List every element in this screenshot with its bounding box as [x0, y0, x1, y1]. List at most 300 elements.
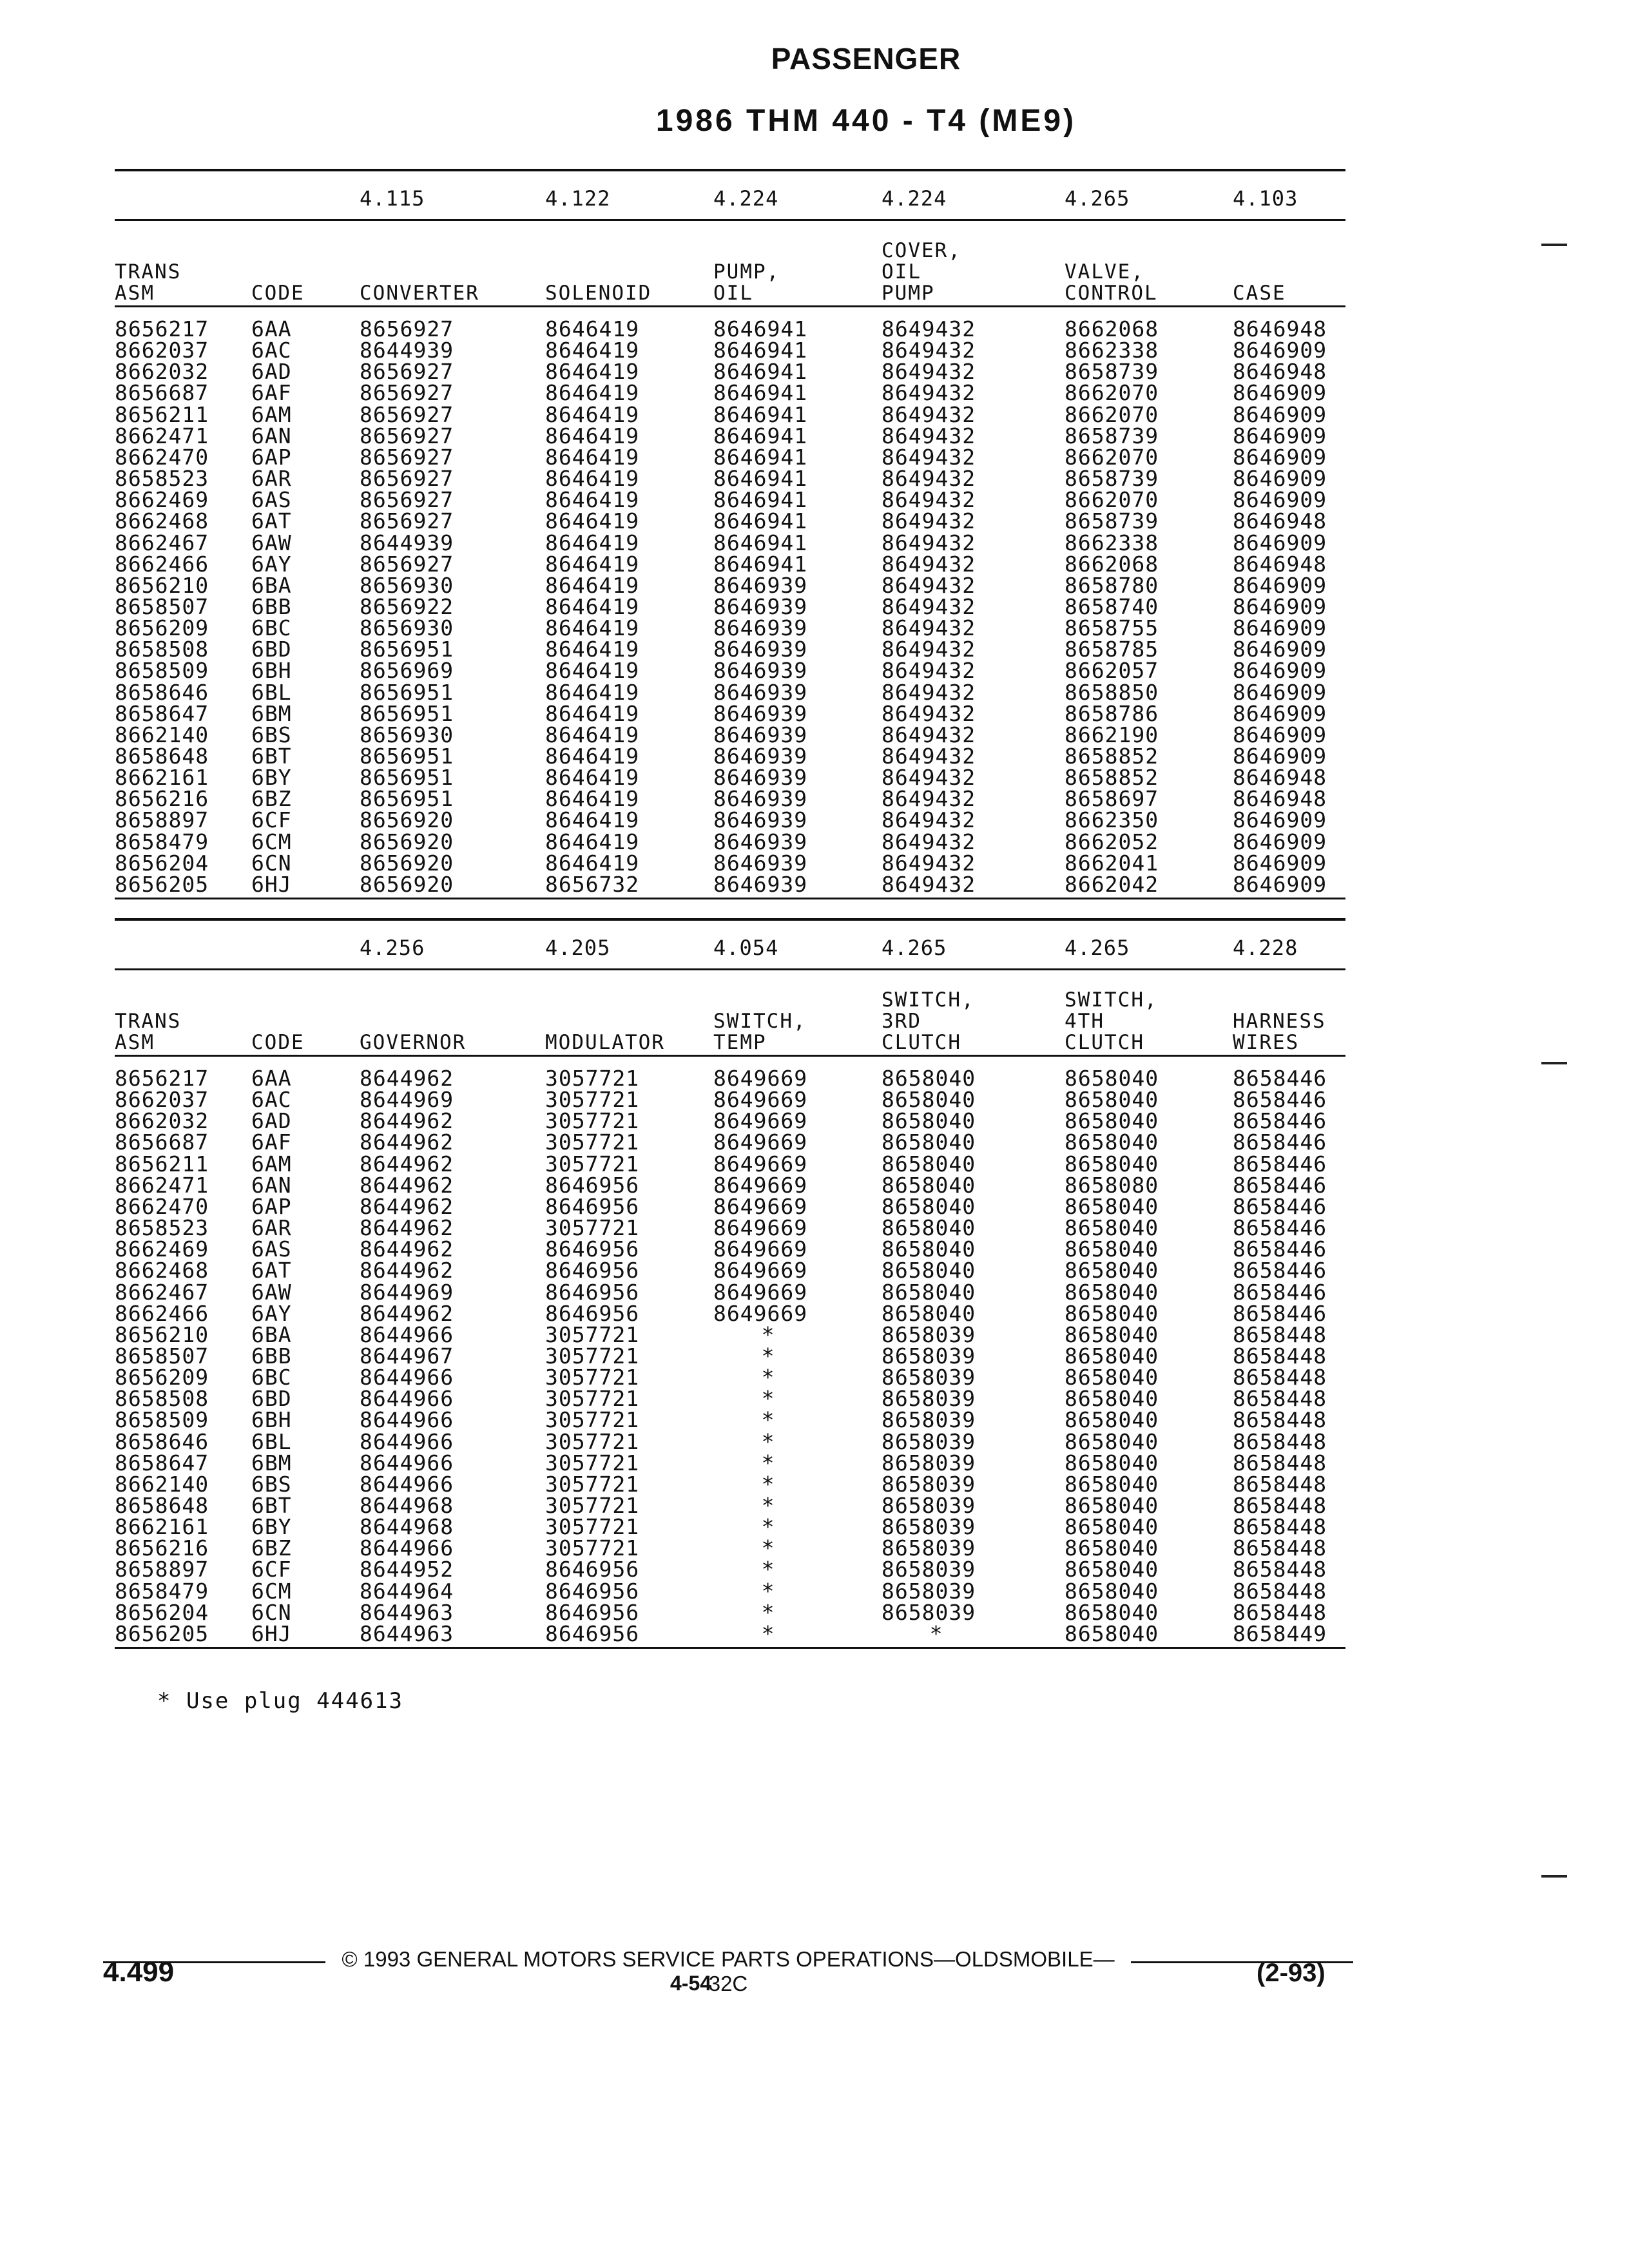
table-cell: 8658508 — [115, 1386, 209, 1412]
table-cell: 8646939 — [713, 679, 808, 705]
table-cell: 8658448 — [1233, 1493, 1327, 1518]
table-cell: 8656927 — [360, 401, 454, 427]
table-cell: 8658039 — [882, 1557, 976, 1582]
table-cell: * — [761, 1557, 775, 1582]
table-cell: 8658786 — [1065, 700, 1159, 726]
table-cell: 8646941 — [713, 423, 808, 448]
table-cell: 8656204 — [115, 1599, 209, 1625]
table-cell: 8649432 — [882, 593, 976, 619]
table-cell: 8649432 — [882, 508, 976, 534]
table-cell: 8658448 — [1233, 1428, 1327, 1454]
table-cell: 8658448 — [1233, 1471, 1327, 1497]
table-cell: 8658523 — [115, 466, 209, 492]
table-cell: 8646419 — [545, 679, 640, 705]
table-cell: 8662471 — [115, 423, 209, 448]
table-cell: 8649432 — [882, 637, 976, 662]
table-cell: 8658040 — [882, 1087, 976, 1113]
table-cell: 6BM — [251, 700, 292, 726]
section-number: 4.224 — [713, 186, 779, 211]
table-cell: 8644966 — [360, 1365, 454, 1390]
table-cell: 8646941 — [713, 466, 808, 492]
table-cell: 8656920 — [360, 807, 454, 833]
table-cell: 8658040 — [1065, 1450, 1159, 1475]
table-row — [115, 724, 1345, 745]
section-number: 4.256 — [360, 936, 425, 960]
section-number: 4.205 — [545, 936, 611, 960]
table-cell: 6AW — [251, 530, 292, 555]
table-cell: 8658040 — [1065, 1087, 1159, 1113]
table-cell: 8656205 — [115, 1620, 209, 1646]
table-cell: 8646419 — [545, 700, 640, 726]
table-cell: 3057721 — [545, 1514, 640, 1540]
table-row — [115, 532, 1345, 553]
table-top-rule — [115, 169, 1345, 171]
table-cell: 8662338 — [1065, 338, 1159, 363]
table-cell: 8646419 — [545, 829, 640, 854]
table-cell: 8649432 — [882, 807, 976, 833]
table-row — [115, 1407, 1345, 1433]
table-cell: 8658040 — [1065, 1620, 1159, 1646]
table-cell: 8649432 — [882, 850, 976, 876]
table-cell: 8646419 — [545, 850, 640, 876]
table-cell: 8644962 — [360, 1129, 454, 1155]
table-cell: 6AN — [251, 423, 292, 448]
table-cell: 8646909 — [1233, 807, 1327, 833]
table-cell: 8658647 — [115, 1450, 209, 1475]
table-cell: 8658446 — [1233, 1108, 1327, 1134]
table-cell: 8649432 — [882, 401, 976, 427]
table-cell: * — [761, 1599, 775, 1625]
table-cell: 8644969 — [360, 1279, 454, 1305]
table-cell: 8662338 — [1065, 530, 1159, 555]
table-cell: 8658040 — [1065, 1599, 1159, 1625]
table-cell: 3057721 — [545, 1450, 640, 1475]
table-cell: 8658448 — [1233, 1535, 1327, 1561]
section-number: 4.224 — [882, 186, 947, 211]
table-cell: 8646419 — [545, 658, 640, 684]
table-cell: 8649669 — [713, 1193, 808, 1219]
table-cell: 6BB — [251, 1343, 292, 1369]
table-cell: 8662468 — [115, 508, 209, 534]
table-cell: 8662161 — [115, 1514, 209, 1540]
table-cell: 6AD — [251, 359, 292, 385]
table-cell: * — [761, 1428, 775, 1454]
table-cell: 8646909 — [1233, 572, 1327, 598]
table-cell: 8656951 — [360, 765, 454, 791]
table-cell: 8644962 — [360, 1066, 454, 1091]
table-cell: 8658040 — [1065, 1066, 1159, 1091]
table-cell: 8658739 — [1065, 359, 1159, 385]
table-cell: 3057721 — [545, 1535, 640, 1561]
table-cell: 8662469 — [115, 487, 209, 513]
table-cell: 8646956 — [545, 1258, 640, 1283]
table-cell: 8646939 — [713, 637, 808, 662]
table-cell: 8644968 — [360, 1493, 454, 1518]
table-cell: 8662467 — [115, 1279, 209, 1305]
table-cell: 8658040 — [1065, 1129, 1159, 1155]
table-bottom-rule — [115, 898, 1345, 899]
table-cell: 8646909 — [1233, 487, 1327, 513]
table-cell: 8646939 — [713, 700, 808, 726]
table-cell: 8646956 — [545, 1236, 640, 1262]
table-row — [115, 1260, 1345, 1281]
table-cell: 8646941 — [713, 359, 808, 385]
table-cell: 6BD — [251, 637, 292, 662]
table-cell: 8644962 — [360, 1172, 454, 1198]
table-cell: 8646419 — [545, 551, 640, 577]
table-cell: 8644952 — [360, 1557, 454, 1582]
table-cell: 8658523 — [115, 1215, 209, 1241]
table-cell: 3057721 — [545, 1108, 640, 1134]
table-cell: 8662469 — [115, 1236, 209, 1262]
table-cell: 8658850 — [1065, 679, 1159, 705]
table-cell: 8656927 — [360, 423, 454, 448]
table-cell: 8656930 — [360, 615, 454, 641]
table-cell: 8658479 — [115, 829, 209, 854]
table-cell: 6AP — [251, 1193, 292, 1219]
table-cell: 8649432 — [882, 722, 976, 747]
table-cell: 8646419 — [545, 359, 640, 385]
table-cell: 8646941 — [713, 508, 808, 534]
table-row — [115, 1367, 1345, 1388]
table-cell: 8644962 — [360, 1108, 454, 1134]
table-cell: 3057721 — [545, 1129, 640, 1155]
table-row — [115, 1153, 1345, 1175]
table-cell: 8649432 — [882, 466, 976, 492]
table-cell: 8658446 — [1233, 1193, 1327, 1219]
table-row — [115, 1172, 1345, 1198]
table-cell: 8662467 — [115, 530, 209, 555]
table-row — [115, 1300, 1345, 1326]
table-cell: 8658040 — [1065, 1193, 1159, 1219]
table-cell: 8658446 — [1233, 1258, 1327, 1283]
table-cell: 8658647 — [115, 700, 209, 726]
table-cell: 8656927 — [360, 487, 454, 513]
table-cell: 8658697 — [1065, 786, 1159, 812]
table-cell: 8658040 — [882, 1151, 976, 1177]
section-number: 4.122 — [545, 186, 611, 211]
table-cell: 8658040 — [882, 1066, 976, 1091]
table-row — [115, 1108, 1345, 1134]
table-cell: 8658479 — [115, 1578, 209, 1604]
column-header: GOVERNOR — [360, 1031, 467, 1054]
table-cell: 8644939 — [360, 338, 454, 363]
table-cell: 8649432 — [882, 871, 976, 897]
table-cell: 8646956 — [545, 1193, 640, 1219]
table-cell: 8662052 — [1065, 829, 1159, 854]
footer-date-code: (2-93) — [1257, 1959, 1325, 1987]
table-cell: 8658448 — [1233, 1343, 1327, 1369]
table-row — [115, 1193, 1345, 1219]
table-cell: 8656210 — [115, 572, 209, 598]
table-cell: 6AT — [251, 508, 292, 534]
table-row — [115, 1620, 1345, 1646]
column-header: CODE — [251, 1031, 305, 1054]
table-cell: 8649432 — [882, 316, 976, 341]
table-cell: 8658040 — [1065, 1428, 1159, 1454]
table-cell: 8656216 — [115, 1535, 209, 1561]
table-cell: 8646939 — [713, 850, 808, 876]
table-cell: 8649669 — [713, 1108, 808, 1134]
table-cell: 8646941 — [713, 444, 808, 470]
table-cell: 8646939 — [713, 807, 808, 833]
table-cell: 8658039 — [882, 1599, 976, 1625]
table-cell: 8644969 — [360, 1087, 454, 1113]
table-cell: 8658040 — [1065, 1578, 1159, 1604]
column-header: SWITCH, 3RD CLUTCH — [882, 988, 975, 1054]
table-row — [115, 1599, 1345, 1625]
table-cell: 8658852 — [1065, 744, 1159, 769]
section-number: 4.265 — [882, 936, 947, 960]
table-cell: 8658739 — [1065, 508, 1159, 534]
footer-copyright: © 1993 GENERAL MOTORS SERVICE PARTS OPERATIONS—OLDSMOBILE—32C — [342, 1947, 1115, 1995]
table-row — [115, 401, 1345, 427]
table-cell: 8658040 — [1065, 1279, 1159, 1305]
table-cell: 8644962 — [360, 1258, 454, 1283]
table-cell: 6BZ — [251, 1535, 292, 1561]
table-cell: 8646939 — [713, 593, 808, 619]
table-cell: 8646941 — [713, 551, 808, 577]
table-cell: 8662468 — [115, 1258, 209, 1283]
table-cell: * — [761, 1407, 775, 1433]
table-cell: 8656969 — [360, 658, 454, 684]
table-cell: 6AC — [251, 338, 292, 363]
table-cell: * — [761, 1321, 775, 1347]
table-cell: 8656211 — [115, 401, 209, 427]
section-number-row — [115, 937, 1345, 961]
table-cell: 8646956 — [545, 1578, 640, 1604]
table-cell: 8646948 — [1233, 508, 1327, 534]
table-cell: 8644966 — [360, 1428, 454, 1454]
table-cell: 8646909 — [1233, 466, 1327, 492]
table-cell: 8662032 — [115, 1108, 209, 1134]
table-cell: 8646956 — [545, 1279, 640, 1305]
table-cell: 8656687 — [115, 1129, 209, 1155]
table-cell: 8646909 — [1233, 871, 1327, 897]
table-cell: 8646941 — [713, 338, 808, 363]
table-cell: 6AN — [251, 1172, 292, 1198]
table-cell: 8662140 — [115, 722, 209, 747]
table-cell: 8644962 — [360, 1300, 454, 1326]
table-cell: 8649669 — [713, 1087, 808, 1113]
table-cell: 8646956 — [545, 1300, 640, 1326]
table-cell: 8658446 — [1233, 1172, 1327, 1198]
table-cell: * — [761, 1535, 775, 1561]
table-cell: 8658508 — [115, 637, 209, 662]
section-number: 4.265 — [1065, 936, 1130, 960]
footer-page-number: 4-54 — [670, 1972, 712, 1995]
table-cell: 8656687 — [115, 380, 209, 406]
table-cell: 8662190 — [1065, 722, 1159, 747]
table-cell: 8646939 — [713, 744, 808, 769]
table-cell: 8658039 — [882, 1514, 976, 1540]
table-cell: 8646419 — [545, 380, 640, 406]
table-cell: 3057721 — [545, 1215, 640, 1241]
table-cell: 8658040 — [882, 1258, 976, 1283]
table-cell: 8644963 — [360, 1599, 454, 1625]
table-cell: 3057721 — [545, 1321, 640, 1347]
table-cell: 8658780 — [1065, 572, 1159, 598]
table-cell: 6BL — [251, 679, 292, 705]
table-cell: 8656927 — [360, 316, 454, 341]
table-cell: 8649432 — [882, 615, 976, 641]
table-cell: 8656930 — [360, 572, 454, 598]
table-cell: 8658040 — [1065, 1493, 1159, 1518]
table-cell: 8646939 — [713, 786, 808, 812]
table-cell: 6AF — [251, 1129, 292, 1155]
table-row — [115, 1215, 1345, 1241]
footnote: * Use plug 444613 — [157, 1688, 403, 1714]
table-cell: 6AA — [251, 1066, 292, 1091]
table-cell: 6BT — [251, 1493, 292, 1518]
table-cell: 8658040 — [1065, 1215, 1159, 1241]
table-cell: 8658648 — [115, 1493, 209, 1518]
table-row — [115, 679, 1345, 705]
table-cell: 8658039 — [882, 1407, 976, 1433]
table-cell: 8662161 — [115, 765, 209, 791]
table-cell: 8658449 — [1233, 1620, 1327, 1646]
table-cell: 8658040 — [1065, 1258, 1159, 1283]
column-header: SOLENOID — [545, 282, 652, 305]
table-cell: 8658446 — [1233, 1066, 1327, 1091]
table-cell: 8646939 — [713, 658, 808, 684]
table-cell: 8656951 — [360, 786, 454, 812]
column-header: TRANS ASM — [115, 1010, 182, 1054]
table-cell: 8658448 — [1233, 1365, 1327, 1390]
table-cell: 8646956 — [545, 1557, 640, 1582]
table-cell: 8662042 — [1065, 871, 1159, 897]
table-cell: 8658448 — [1233, 1321, 1327, 1347]
table-cell: 8649432 — [882, 829, 976, 854]
table-cell: 8646419 — [545, 466, 640, 492]
table-cell: * — [761, 1493, 775, 1518]
column-header: SWITCH, TEMP — [713, 1010, 807, 1054]
table-cell: 8646909 — [1233, 401, 1327, 427]
table-cell: 8646939 — [713, 829, 808, 854]
table-cell: 6HJ — [251, 1620, 292, 1646]
table-row — [115, 1537, 1345, 1559]
table-cell: 8644966 — [360, 1386, 454, 1412]
table-row — [115, 466, 1345, 492]
table-row — [115, 593, 1345, 619]
table-cell: 8649432 — [882, 700, 976, 726]
table-cell: 6CM — [251, 829, 292, 854]
table-cell: 8646941 — [713, 316, 808, 341]
section-number: 4.103 — [1233, 186, 1298, 211]
table-cell: 8649432 — [882, 744, 976, 769]
table-cell: 8658039 — [882, 1450, 976, 1475]
table-cell: 8646909 — [1233, 722, 1327, 747]
table-cell: 8656951 — [360, 700, 454, 726]
table-cell: 8656927 — [360, 380, 454, 406]
table-cell: 8646909 — [1233, 700, 1327, 726]
table-cell: 8644962 — [360, 1193, 454, 1219]
header-rule — [115, 1055, 1345, 1057]
table-cell: 8658040 — [1065, 1386, 1159, 1412]
table-cell: 8646909 — [1233, 829, 1327, 854]
table-cell: 6BS — [251, 722, 292, 747]
table-cell: 8662470 — [115, 1193, 209, 1219]
table-cell: * — [761, 1365, 775, 1390]
table-cell: 8649432 — [882, 679, 976, 705]
table-cell: 8656927 — [360, 508, 454, 534]
table-cell: 3057721 — [545, 1407, 640, 1433]
table-cell: 8646941 — [713, 487, 808, 513]
table-row — [115, 765, 1345, 791]
page-subtitle: 1986 THM 440 - T4 (ME9) — [655, 104, 1077, 138]
table-cell: 8662470 — [115, 444, 209, 470]
table-cell: 8658648 — [115, 744, 209, 769]
table-cell: 8649432 — [882, 487, 976, 513]
table-cell: 8658040 — [882, 1215, 976, 1241]
table-cell: 6BH — [251, 1407, 292, 1433]
table-cell: 6AR — [251, 1215, 292, 1241]
table-row — [115, 786, 1345, 812]
table-cell: 8644966 — [360, 1535, 454, 1561]
table-row — [115, 318, 1345, 340]
table-cell: 8656927 — [360, 466, 454, 492]
table-row — [115, 852, 1345, 874]
table-cell: 8656211 — [115, 1151, 209, 1177]
column-header: VALVE, CONTROL — [1065, 260, 1158, 305]
table-cell: 6BY — [251, 765, 292, 791]
table-cell: 8662466 — [115, 1300, 209, 1326]
table-cell: 8649669 — [713, 1215, 808, 1241]
table-cell: 8656205 — [115, 871, 209, 897]
table-cell: 8658040 — [1065, 1471, 1159, 1497]
table-cell: 3057721 — [545, 1151, 640, 1177]
table-cell: 8658448 — [1233, 1578, 1327, 1604]
table-cell: 8658646 — [115, 679, 209, 705]
table-cell: 6AS — [251, 1236, 292, 1262]
table-cell: 8644968 — [360, 1514, 454, 1540]
table-cell: 8644966 — [360, 1407, 454, 1433]
table-row — [115, 871, 1345, 897]
section-number-row — [115, 188, 1345, 211]
table-cell: 8658040 — [1065, 1557, 1159, 1582]
table-cell: 8656732 — [545, 871, 640, 897]
table-cell: 8646419 — [545, 615, 640, 641]
table-row — [115, 809, 1345, 831]
table-cell: 6BA — [251, 1321, 292, 1347]
table-cell: 8656216 — [115, 786, 209, 812]
table-cell: * — [761, 1343, 775, 1369]
table-cell: 8646956 — [545, 1599, 640, 1625]
table-row — [115, 745, 1345, 767]
table-cell: 8662471 — [115, 1172, 209, 1198]
table-row — [115, 1131, 1345, 1153]
table-cell: 3057721 — [545, 1471, 640, 1497]
table-cell: 8662070 — [1065, 487, 1159, 513]
header-rule — [115, 305, 1345, 307]
table-cell: 8662068 — [1065, 316, 1159, 341]
table-cell: 8649432 — [882, 423, 976, 448]
table-cell: 3057721 — [545, 1493, 640, 1518]
table-cell: 8658040 — [882, 1108, 976, 1134]
table-cell: 8658448 — [1233, 1599, 1327, 1625]
table-cell: 8656210 — [115, 1321, 209, 1347]
table-cell: 8646419 — [545, 423, 640, 448]
table-cell: 8658039 — [882, 1493, 976, 1518]
table-row — [115, 380, 1345, 406]
table-cell: 8658040 — [1065, 1365, 1159, 1390]
table-cell: 8646419 — [545, 508, 640, 534]
section-rule — [115, 219, 1345, 221]
table-cell: 8646948 — [1233, 786, 1327, 812]
table-cell: 8658040 — [882, 1300, 976, 1326]
table-cell: 8662037 — [115, 1087, 209, 1113]
table-cell: 8646419 — [545, 765, 640, 791]
